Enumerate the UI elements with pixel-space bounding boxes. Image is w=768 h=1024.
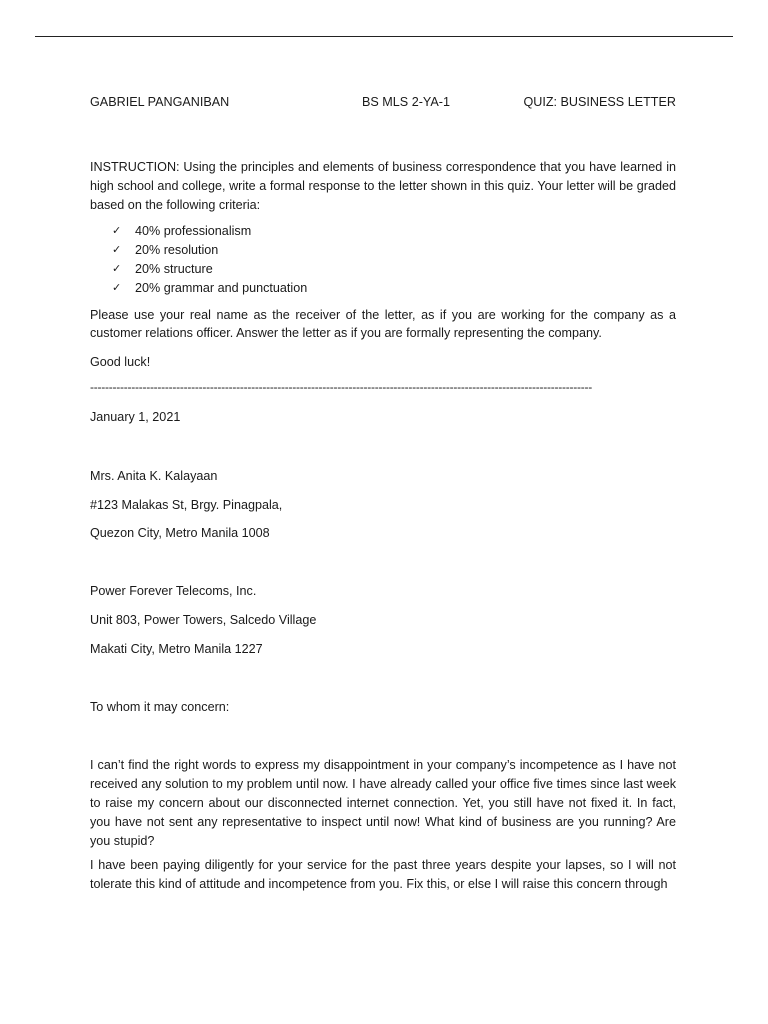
course-section: BS MLS 2-YA-1 [362, 95, 450, 109]
letter-date: January 1, 2021 [90, 409, 181, 424]
criteria-item [90, 241, 676, 260]
criteria-item [90, 279, 676, 298]
dashed-divider: -------------------------------------------------------------------------------------------------------------------------------------- [90, 379, 592, 394]
sender-street: #123 Malakas St, Brgy. Pinagpala, [90, 497, 283, 512]
sender-name: Mrs. Anita K. Kalayaan [90, 468, 218, 483]
letter-salutation: To whom it may concern: [90, 699, 230, 714]
quiz-title: QUIZ: BUSINESS LETTER [523, 95, 676, 109]
checkmark-icon: ✓ [112, 224, 122, 238]
document-header [90, 94, 676, 110]
criteria-label: 20% grammar and punctuation [135, 280, 308, 295]
criteria-item [90, 260, 676, 279]
criteria-label: 40% professionalism [135, 224, 252, 239]
page-top-rule [35, 36, 733, 37]
recipient-company: Power Forever Telecoms, Inc. [90, 584, 257, 599]
recipient-street: Unit 803, Power Towers, Salcedo Village [90, 612, 317, 627]
criteria-label: 20% structure [135, 261, 213, 276]
checkmark-icon: ✓ [112, 243, 122, 257]
instructions-note: Please use your real name as the receiver of the letter, as if you are working for the company as a customer relations officer. Answer the letter as if you are formally representing the company. [90, 307, 676, 341]
document-page [90, 94, 676, 894]
checkmark-icon: ✓ [112, 280, 122, 294]
criteria-label: 20% resolution [135, 243, 219, 258]
letter-body-paragraph: I can’t find the right words to express my disappointment in your company’s incompetence as I have not received any solution to my problem until now. I have already called your office five times since last week to raise my concern about our disconnected internet connection. Yet, you still have not fixed it. In fact, you have not sent any representative to inspect until now! What kind of business are you running? Are you stupid? [90, 758, 676, 848]
criteria-list [90, 222, 676, 297]
letter-body-paragraph: I have been paying diligently for your service for the past three years despite your lapses, so I will not tolerate this kind of attitude and incompetence from you. Fix this, or else I will raise this concern through [90, 858, 676, 892]
sender-city: Quezon City, Metro Manila 1008 [90, 526, 270, 541]
instruction-paragraph: INSTRUCTION: Using the principles and elements of business correspondence that you have learned in high school and college, write a formal response to the letter shown in this quiz. Your letter will be graded based on the following criteria: [90, 160, 676, 212]
criteria-item [90, 222, 676, 241]
good-luck-text: Good luck! [90, 355, 151, 370]
student-name: GABRIEL PANGANIBAN [90, 95, 230, 109]
checkmark-icon: ✓ [112, 261, 122, 275]
recipient-city: Makati City, Metro Manila 1227 [90, 641, 263, 656]
